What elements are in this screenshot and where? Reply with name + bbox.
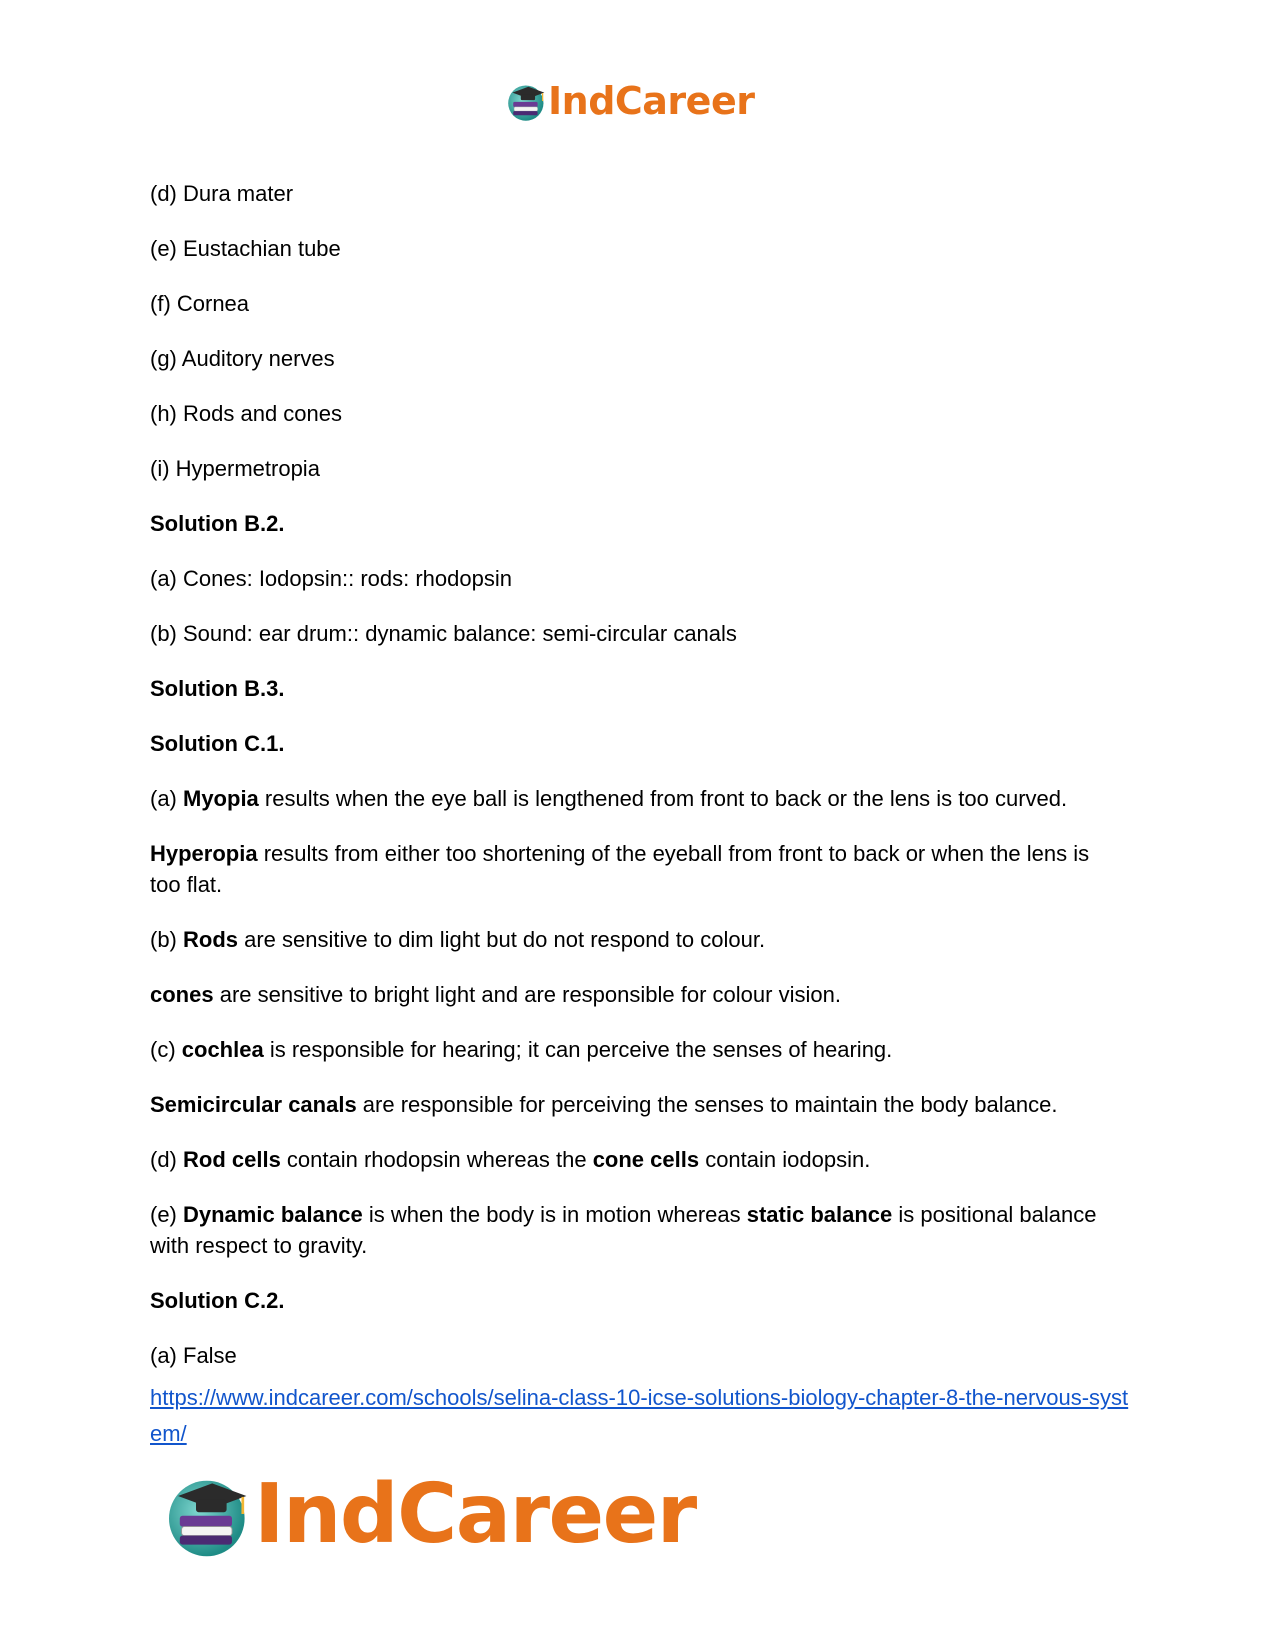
c2-answer-a: (a) False (150, 1343, 237, 1368)
logo-career-text: Career (397, 1466, 696, 1562)
c1-answer-a2 (150, 838, 1110, 900)
logo-career-text: Career (614, 79, 755, 123)
c1-e-text: is positional balance with respect to gravity. (150, 1202, 1097, 1258)
solution-b2-heading: Solution B.2. (150, 511, 285, 536)
c1-d-mid: contain rhodopsin whereas the (280, 1147, 593, 1172)
c1-b2-text: are sensitive to bright light and are responsible for colour vision. (213, 982, 841, 1007)
c1-e-term1: Dynamic balance (183, 1202, 363, 1227)
indcareer-logo-bottom (160, 1466, 696, 1562)
solution-b3-heading: Solution B.3. (150, 676, 285, 701)
c1-d-term2: cone cells (592, 1147, 700, 1172)
c1-answer-b (150, 924, 1110, 955)
solution-c2-heading: Solution C.2. (150, 1288, 285, 1313)
c1-e-mid: is when the body is in motion whereas (362, 1202, 747, 1227)
document-body (150, 178, 1110, 1395)
logo-ind-text: Ind (254, 1466, 398, 1562)
c1-c-prefix: (c) (150, 1037, 182, 1062)
indcareer-logo-top (504, 78, 754, 124)
c1-b-term: Rods (183, 927, 238, 952)
c1-c-term: cochlea (181, 1037, 264, 1062)
source-url-link[interactable]: https://www.indcareer.com/schools/selina-class-10-icse-solutions-biology-chapter-8-the-nervous-system/ (150, 1385, 1129, 1446)
c1-d-text: contain iodopsin. (699, 1147, 871, 1172)
logo-wordmark (548, 79, 754, 123)
list-item: (e) Eustachian tube (150, 236, 341, 261)
c1-d-term1: Rod cells (183, 1147, 281, 1172)
c1-a-text: results when the eye ball is lengthened from front to back or the lens is too curved. (258, 786, 1068, 811)
list-item: (i) Hypermetropia (150, 456, 320, 481)
b2-answer-a: (a) Cones: Iodopsin:: rods: rhodopsin (150, 566, 512, 591)
c1-answer-a (150, 783, 1110, 814)
c1-answer-b2 (150, 979, 1110, 1010)
c1-e-prefix: (e) (150, 1202, 183, 1227)
c1-answer-d (150, 1144, 1110, 1175)
logo-ind-text: Ind (548, 79, 615, 123)
c1-c2-text: are responsible for perceiving the senses to maintain the body balance. (356, 1092, 1058, 1117)
c1-b-text: are sensitive to dim light but do not respond to colour. (238, 927, 766, 952)
c1-b2-term: cones (150, 982, 214, 1007)
c1-b-prefix: (b) (150, 927, 183, 952)
c1-d-prefix: (d) (150, 1147, 183, 1172)
list-item: (h) Rods and cones (150, 401, 342, 426)
logo-wordmark (254, 1467, 696, 1562)
c1-c2-term: Semicircular canals (150, 1092, 357, 1117)
solution-c1-heading: Solution C.1. (150, 731, 285, 756)
c1-answer-c (150, 1034, 1110, 1065)
c1-a-prefix: (a) (150, 786, 183, 811)
c1-answer-e (150, 1199, 1110, 1261)
c1-a2-text: results from either too shortening of the eyeball from front to back or when the lens is too flat. (150, 841, 1090, 897)
c1-e-term2: static balance (746, 1202, 893, 1227)
c1-a2-term: Hyperopia (150, 841, 258, 866)
c1-answer-c2 (150, 1089, 1110, 1120)
list-item: (g) Auditory nerves (150, 346, 335, 371)
graduation-cap-book-icon (160, 1469, 250, 1559)
list-item: (f) Cornea (150, 291, 250, 316)
graduation-cap-book-icon (504, 80, 546, 122)
list-item: (d) Dura mater (150, 181, 294, 206)
c1-a-term: Myopia (183, 786, 259, 811)
b2-answer-b: (b) Sound: ear drum:: dynamic balance: semi-circular canals (150, 621, 737, 646)
c1-c-text: is responsible for hearing; it can perceive the senses of hearing. (263, 1037, 893, 1062)
